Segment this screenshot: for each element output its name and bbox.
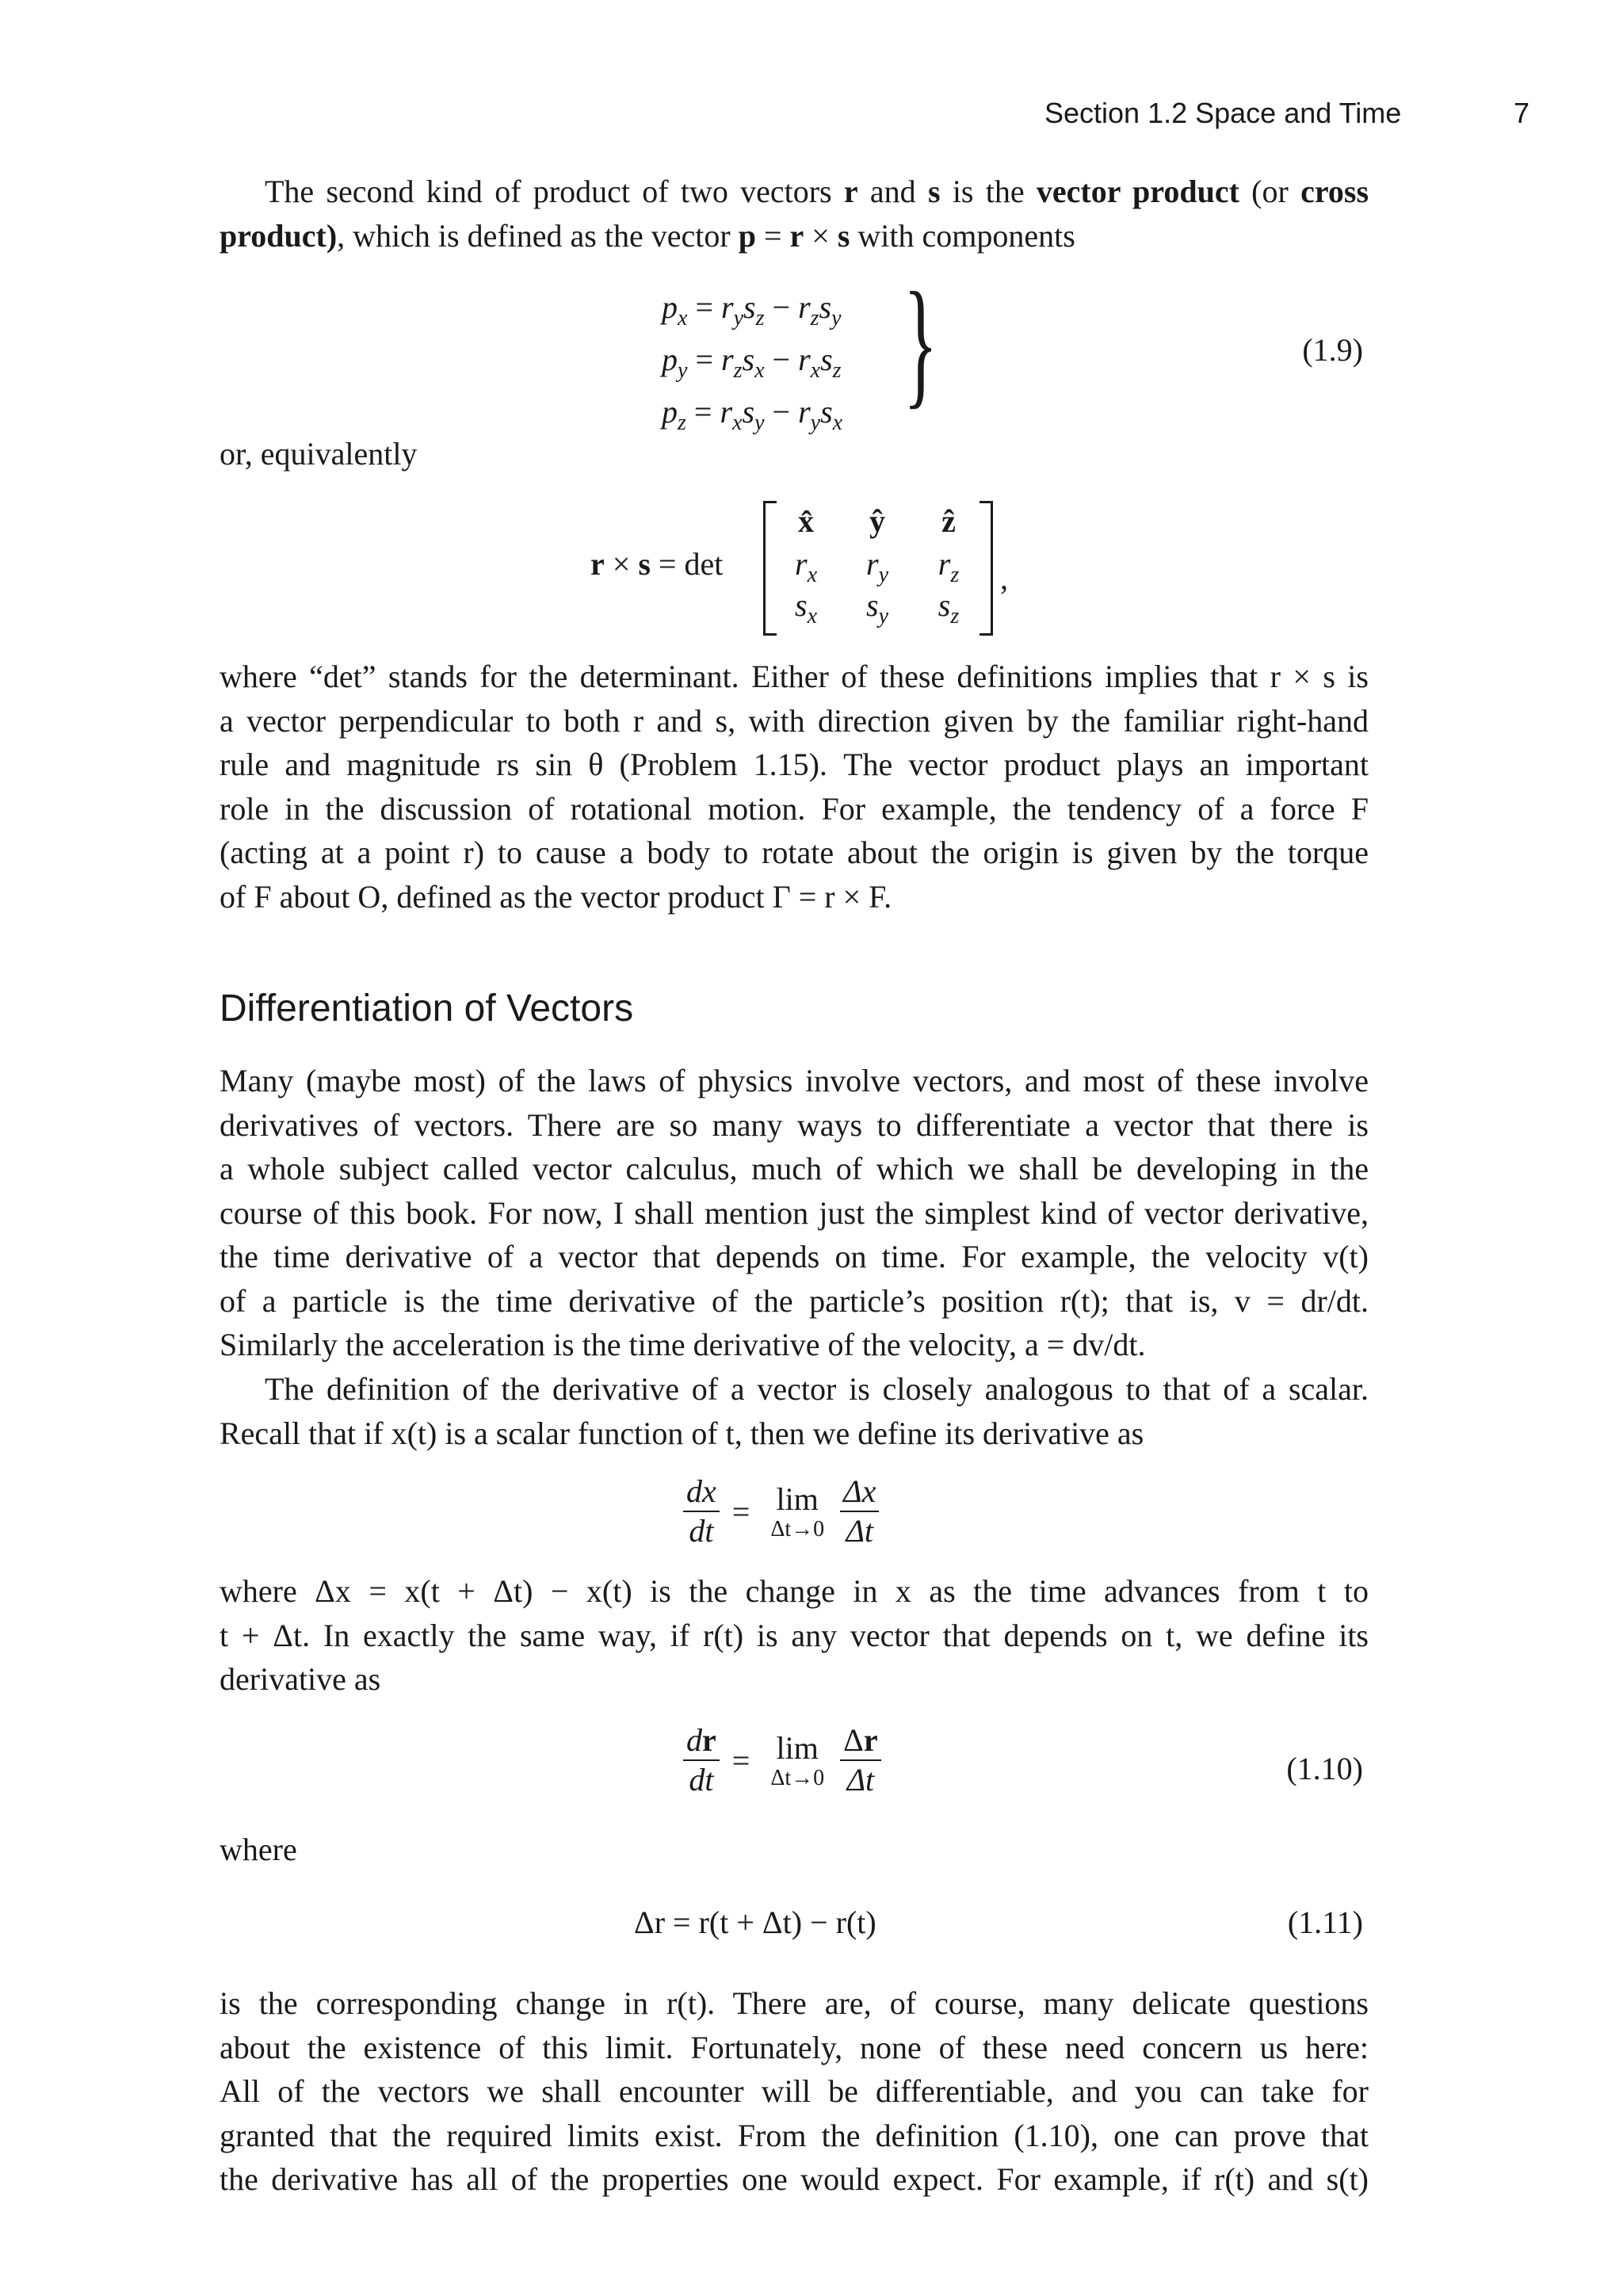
frac-dx-dt: $\frac{dx}{dt}$	[683, 1473, 720, 1550]
or-equivalently-text: or, equivalently	[220, 436, 418, 472]
p6-line-3: All of the vectors we shall encounter will be differentiable, and you can take for	[220, 2073, 1369, 2109]
matrix-cell-zhat: ẑ	[941, 503, 956, 539]
matrix-cell-yhat: ŷ	[869, 503, 885, 539]
frac-delta-r-delta-t: $\frac{\Delta r}{\Delta t}$	[840, 1721, 881, 1799]
matrix-cell-ry: $r_y$	[865, 546, 888, 587]
p2-line-4: role in the discussion of rotational motion. For example, the tendency of a force F	[220, 790, 1369, 827]
p2-line-3: rule and magnitude rs sin θ (Problem 1.15). The vector product plays an important	[220, 747, 1369, 782]
eq-py: $p_y = r_zs_x - r_xs_z$	[662, 342, 842, 383]
frac-dr-dt: $\frac{dr}{dt}$	[683, 1721, 720, 1799]
frac-delta-x-delta-t: $\frac{\Delta x}{\Delta t}$	[840, 1473, 879, 1550]
equation-1-10: $\frac{dr}{dt}$ = lim Δt→0 $\frac{\Delta r}{\Delta t}$	[683, 1721, 881, 1799]
p6-line-2: about the existence of this limit. Fortunately, none of these need concern us here:	[220, 2029, 1369, 2065]
p4-line-2: Recall that if x(t) is a scalar function of t, then we define its derivative as	[220, 1415, 1144, 1451]
intro-paragraph	[220, 170, 1369, 258]
equation-scalar-derivative: $\frac{dx}{dt}$ = lim Δt→0 $\frac{\Delta x}{\Delta t}$	[683, 1473, 879, 1550]
p4-line-1: The definition of the derivative of a vector is closely analogous to that of a scalar.	[265, 1371, 1369, 1407]
p5-line-3: derivative as	[220, 1661, 381, 1697]
determinant-comma: ,	[1000, 560, 1008, 596]
equation-number-1-10: (1.10)	[1286, 1751, 1363, 1786]
matrix-cell-xhat: x̂	[798, 503, 814, 539]
p3-line-5: the time derivative of a vector that depends on time. For example, the velocity v(t)	[220, 1239, 1369, 1274]
p6-line-4: granted that the required limits exist. From the definition (1.10), one can prove that	[220, 2117, 1369, 2153]
p5-line-1: where Δx = x(t + Δt) − x(t) is the change in x as the time advances from t to	[220, 1573, 1369, 1609]
page-number: 7	[1513, 97, 1529, 129]
p3-line-3: a whole subject called vector calculus, much of which we shall be developing in the	[220, 1151, 1369, 1186]
eq-px: $p_x = r_ys_z - r_zs_y$	[662, 289, 842, 330]
determinant-lhs: r × s = det	[590, 546, 724, 582]
paragraph-scalar-derivative	[220, 1367, 1369, 1455]
p6-line-1: is the corresponding change in r(t). There are, of course, many delicate questions	[220, 1985, 1369, 2021]
paragraph-limit-existence	[220, 1981, 1369, 2202]
intro-line-2: product), which is defined as the vector p = r × s with components	[220, 217, 1075, 254]
p3-line-6: of a particle is the time derivative of the particle’s position r(t); that is, v = dr/dt.	[220, 1282, 1369, 1319]
matrix-right-bracket	[980, 501, 993, 636]
section-label: Section 1.2 Space and Time	[1044, 97, 1402, 129]
paragraph-derivatives-intro	[220, 1059, 1369, 1367]
paragraph-cross-product	[220, 655, 1369, 919]
p5-line-2: t + Δt. In exactly the same way, if r(t) is any vector that depends on t, we define its	[220, 1617, 1369, 1653]
equation-number-1-9: (1.9)	[1302, 332, 1363, 368]
equation-number-1-11: (1.11)	[1287, 1904, 1363, 1940]
p2-line-1: where “det” stands for the determinant. Either of these definitions implies that r × s is	[220, 659, 1369, 694]
p3-line-7: Similarly the acceleration is the time derivative of the velocity, a = dv/dt.	[220, 1327, 1146, 1362]
matrix-cell-sz: $s_z$	[938, 587, 960, 628]
limit-operator-vector: lim Δt→0	[770, 1730, 825, 1790]
p3-line-2: derivatives of vectors. There are so many ways to differentiate a vector that there is	[220, 1106, 1369, 1143]
matrix-cell-sy: $s_y$	[865, 587, 888, 628]
p3-line-1: Many (maybe most) of the laws of physics involve vectors, and most of these involve	[220, 1063, 1369, 1098]
matrix-cell-rx: $r_x$	[794, 546, 817, 587]
intro-line-1: The second kind of product of two vectors r and s is the vector product (or cross	[265, 174, 1369, 209]
section-heading: Differentiation of Vectors	[220, 988, 634, 1030]
p2-line-2: a vector perpendicular to both r and s, with direction given by the familiar right-hand	[220, 702, 1369, 739]
equation-1-9	[662, 287, 842, 444]
equation-1-11: Δr = r(t + Δt) − r(t)	[634, 1904, 876, 1940]
limit-operator: lim Δt→0	[770, 1481, 825, 1541]
matrix-cell-rz: $r_z$	[938, 546, 960, 587]
p2-line-6: of F about O, defined as the vector product Γ = r × F.	[220, 878, 892, 915]
p2-line-5: (acting at a point r) to cause a body to rotate about the origin is given by the torque	[220, 835, 1369, 870]
eq-pz: $p_z = r_xs_y - r_ys_x$	[662, 394, 843, 435]
determinant-matrix	[763, 501, 993, 636]
paragraph-vector-derivative	[220, 1569, 1369, 1702]
p6-line-5: the derivative has all of the properties one would expect. For example, if r(t) and s(t)	[220, 2161, 1369, 2197]
matrix-cell-sx: $s_x$	[794, 587, 817, 628]
where-text: where	[220, 1832, 297, 1867]
p3-line-4: course of this book. For now, I shall mention just the simplest kind of vector derivative,	[220, 1194, 1369, 1231]
right-brace: }	[903, 263, 938, 421]
